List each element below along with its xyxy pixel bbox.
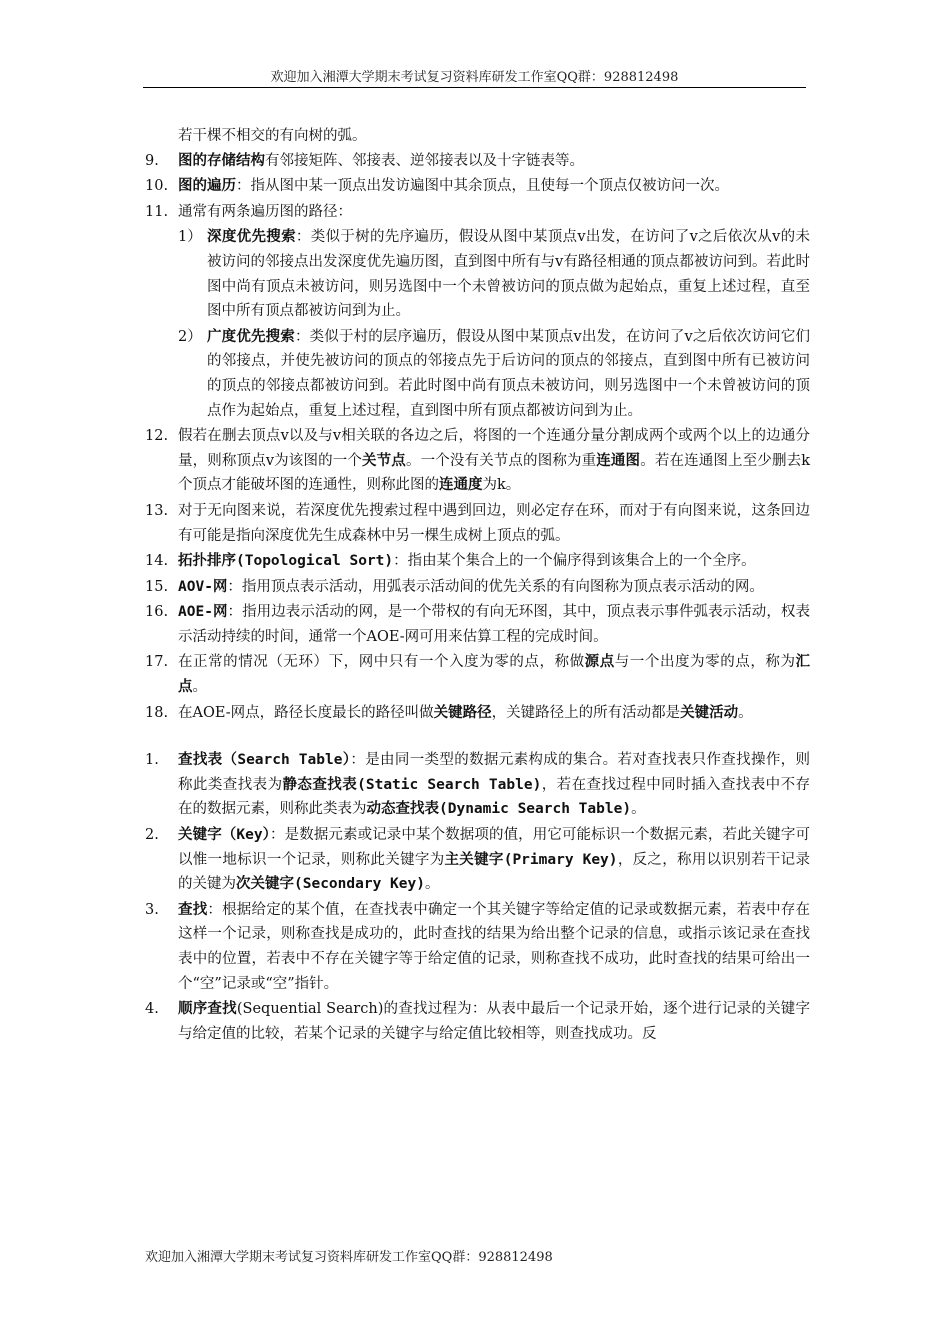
text: ，关键路径上的所有活动都是 — [491, 704, 681, 721]
search-item-1 — [145, 748, 810, 822]
search-item-3 — [145, 898, 810, 996]
term: 关节点 — [362, 452, 406, 469]
text: 有邻接矩阵、邻接表、逆邻接表以及十字链表等。 — [265, 152, 584, 169]
text: 对于无向图来说，若深度优先搜索过程中遇到回边，则必定存在环，而对于有向图来说，这条回边有可能是指向深度优先生成森林中另一棵生成树上顶点的弧。 — [178, 502, 810, 544]
term: 连通度 — [439, 477, 483, 494]
item-number: 13. — [145, 502, 169, 519]
text: 在正常的情况（无环）下，网中只有一个入度为零的点，称做 — [178, 654, 585, 671]
text: ：类似于树的先序遍历，假设从图中某顶点v出发，在访问了v之后依次从v的未被访问的邻接点出发深度优先遍历图，直到图中所有与v有路径相通的顶点都被访问到。若此时图中尚有顶点未被访问，则另选图中一个未曾被访问的顶点做为起始点，重复上述过程，直至图中所有顶点都被访问到为止。 — [207, 229, 810, 320]
term: 源点 — [584, 654, 615, 671]
term: 查找 — [178, 901, 208, 918]
text: 。若在连通图上至少删去k个顶点才能破坏图的连通性，则称此图的 — [178, 452, 811, 494]
item-number: 9. — [145, 152, 159, 169]
item-number: 16. — [145, 604, 169, 621]
text: 在AOE-网点，路径长度最长的路径叫做 — [178, 704, 434, 721]
list-item-11 — [145, 200, 810, 225]
term: 静态查找表(Static Search Table) — [282, 776, 542, 793]
term: 次关键字(Secondary Key) — [236, 876, 425, 893]
text: ，反之，称用以识别若干记录的关键为 — [178, 851, 810, 893]
term: 汇点 — [178, 654, 811, 696]
search-item-2 — [145, 823, 810, 897]
sub-item-number: 1） — [178, 229, 202, 246]
item-number: 4. — [145, 1001, 159, 1018]
text: 假若在删去顶点v以及与v相关联的各边之后，将图的一个连通分量分割成两个或两个以上的边通分量，则称顶点v为该图的一个 — [178, 428, 810, 469]
item-number: 11. — [145, 203, 169, 220]
search-item-4 — [145, 997, 810, 1046]
continuation-text: 若干棵不相交的有向树的弧。 — [178, 128, 367, 144]
page-footer: 欢迎加入湘潭大学期末考试复习资料库研发工作室QQ群：928812498 — [145, 1250, 553, 1265]
page-header: 欢迎加入湘潭大学期末考试复习资料库研发工作室QQ群：928812498 — [270, 70, 679, 85]
term: 关键字（Key） — [178, 827, 271, 844]
text: 与一个出度为零的点，称为 — [614, 654, 796, 671]
term: AOE-网 — [178, 604, 228, 621]
text: ：指用边表示活动的网，是一个带权的有向无环图，其中，顶点表示事件弧表示活动，权表示活动持续的时间，通常一个AOE-网可用来估算工程的完成时间。 — [178, 604, 810, 645]
item-number: 1. — [145, 752, 159, 769]
term: 深度优先搜索 — [207, 229, 296, 246]
term: 图的存储结构 — [178, 152, 265, 169]
term: 连通图 — [596, 452, 641, 469]
text: 。 — [424, 876, 440, 893]
text: ：根据给定的某个值，在查找表中确定一个其关键字等给定值的记录或数据元素，若表中存在这样一个记录，则称查找是成功的，此时查找的结果为给出整个记录的信息，或指示该记录在查找表中的位置，若表中不存在关键字等于给定值的记录，则称查找不成功，此时查找的结果可给出一个“空”记录或“空”指针。 — [178, 901, 810, 992]
text: (Sequential Search)的查找过程为：从表中最后一个记录开始，逐个进行记录的关键字与给定值的比较，若某个记录的关键字与给定值比较相等，则查找成功。反 — [178, 1001, 811, 1042]
sub-item-2 — [145, 325, 810, 423]
item-number: 3. — [145, 901, 159, 918]
term: 广度优先搜索 — [207, 328, 295, 345]
text: ：指由某个集合上的一个偏序得到该集合上的一个全序。 — [393, 553, 756, 570]
list-item-15 — [145, 575, 810, 600]
list-item-14 — [145, 549, 810, 574]
header-rule — [143, 87, 806, 88]
sub-item-number: 2） — [178, 328, 202, 345]
list-item-16 — [145, 600, 810, 649]
term: 拓扑排序(Topological Sort) — [178, 553, 394, 570]
term: 动态查找表(Dynamic Search Table) — [366, 801, 632, 818]
list-item-12 — [145, 424, 810, 498]
list-item-17 — [145, 650, 810, 699]
text: ：是数据元素或记录中某个数据项的值，用它可能标识一个数据元素，若此关键字可以惟一地标识一个记录，则称此关键字为 — [178, 827, 810, 868]
term: 查找表（Search Table） — [178, 752, 351, 769]
section-gap — [145, 726, 810, 748]
item-number: 18. — [145, 704, 169, 721]
item-number: 10. — [145, 178, 169, 195]
text: ：类似于村的层序遍历，假设从图中某顶点v出发，在访问了v之后依次访问它们的邻接点，并使先被访问的顶点的邻接点先于后访问的顶点的邻接点，直到图中所有已被访问的顶点的邻接点都被访问到。若此时图中尚有顶点未被访问，则另选图中一个未曾被访问的顶点作为起始点，重复上述过程，直到图中所有顶点都被访问到为止。 — [207, 328, 810, 419]
list-item-9 — [145, 149, 810, 174]
item-number: 2. — [145, 827, 159, 844]
term: 图的遍历 — [178, 178, 236, 195]
sub-item-1 — [145, 225, 810, 323]
list-item-13 — [145, 499, 810, 548]
text: 。 — [631, 801, 646, 818]
text: 。一个没有关节点的图称为重 — [405, 452, 597, 469]
text: ：指用顶点表示活动，用弧表示活动间的优先关系的有向图称为顶点表示活动的网。 — [227, 578, 764, 595]
text: ：是由同一类型的数据元素构成的集合。若对查找表只作查找操作，则称此类查找表为 — [178, 752, 810, 793]
text: ：指从图中某一顶点出发访遍图中其余顶点，且使每一个顶点仅被访问一次。 — [236, 178, 729, 195]
list-item-10 — [145, 174, 810, 199]
term: 关键路径 — [433, 704, 492, 721]
term: 主关键字(Primary Key) — [444, 851, 618, 868]
text: 为k。 — [482, 477, 521, 494]
term: AOV-网 — [178, 578, 228, 595]
term: 顺序查找 — [178, 1001, 237, 1018]
text: 。 — [192, 679, 207, 696]
item-number: 15. — [145, 578, 169, 595]
document-body — [145, 124, 810, 1047]
text: 。 — [738, 704, 753, 721]
term: 关键活动 — [680, 704, 739, 721]
item-number: 12. — [145, 428, 169, 445]
text: ，若在查找过程中同时插入查找表中不存在的数据元素，则称此类表为 — [178, 776, 811, 818]
item-number: 14. — [145, 553, 169, 570]
text: 通常有两条遍历图的路径： — [178, 203, 352, 220]
item-number: 17. — [145, 654, 169, 671]
list-item-18 — [145, 701, 810, 726]
